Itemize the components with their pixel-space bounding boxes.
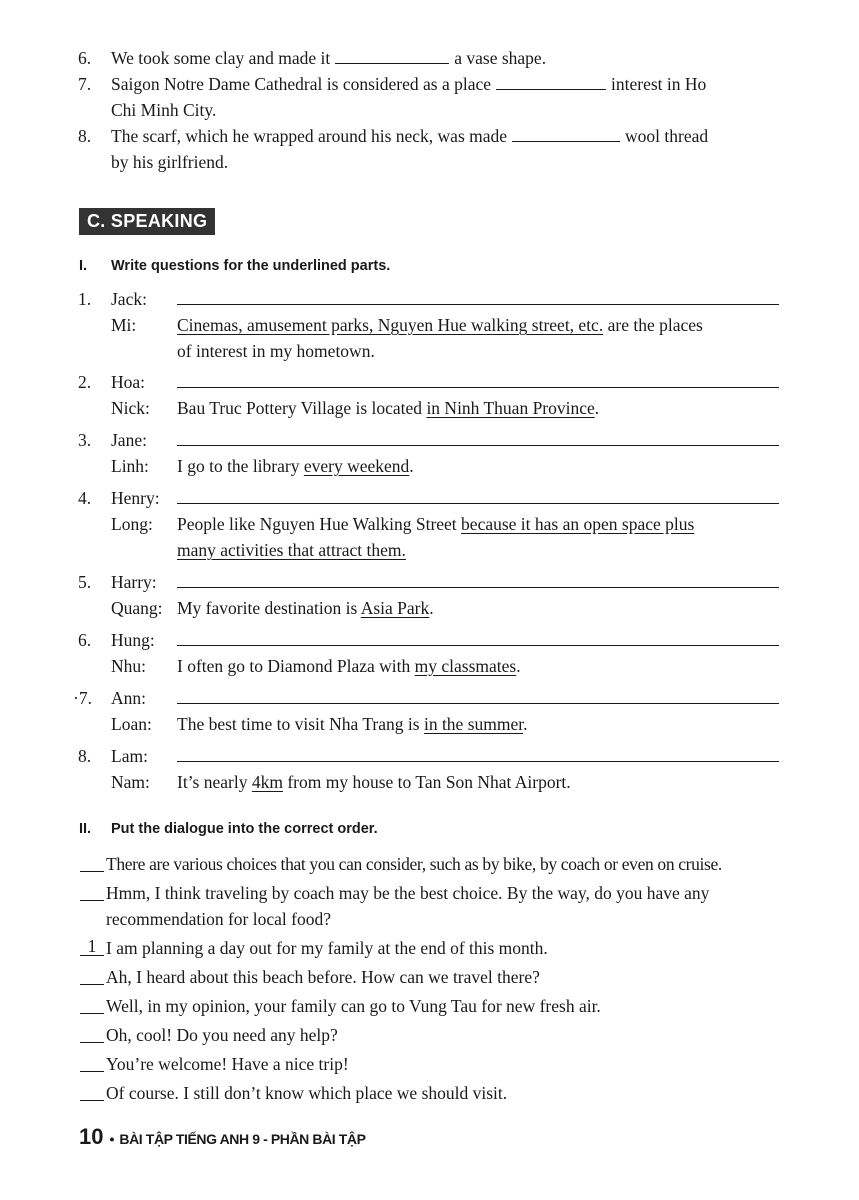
order-slot[interactable] [80, 880, 106, 906]
item-number: 8. [78, 746, 92, 766]
section-heading: C. SPEAKING [79, 208, 215, 235]
item-number: ·7. [73, 688, 92, 708]
page-footer [79, 1124, 366, 1150]
answer-blank[interactable] [496, 75, 606, 90]
speaker-name: Mi: [111, 315, 137, 335]
answer-line[interactable] [177, 369, 779, 388]
item-text: interest in Ho [611, 74, 707, 94]
item-text: by his girlfriend. [111, 152, 229, 172]
answer-blank[interactable] [335, 49, 449, 64]
item-number: 6. [78, 48, 92, 68]
dialogue-line [80, 993, 785, 1019]
item-6 [78, 45, 783, 71]
answer-line[interactable] [177, 286, 779, 305]
speaker-name: Linh: [111, 456, 149, 476]
answer-text: . [409, 456, 414, 476]
dialogue-text: Of course. I still don’t know which place we should visit. [106, 1083, 508, 1103]
item-number: 7. [78, 74, 92, 94]
answer-text: It’s nearly [177, 772, 252, 792]
speaker-name: Nam: [111, 772, 150, 792]
dialogue-text: There are various choices that you can consider, such as by bike, by coach or even on cruise. [106, 854, 722, 874]
footer-bullet: • [109, 1131, 115, 1147]
dialogue-text: Oh, cool! Do you need any help? [106, 1025, 338, 1045]
order-value: 1 [87, 936, 97, 956]
dialogue-text: Ah, I heard about this beach before. How can we travel there? [106, 967, 540, 987]
speaker-name: Hung: [111, 630, 155, 650]
answer-text: . [516, 656, 521, 676]
instruction-text: Write questions for the underlined parts. [111, 258, 391, 274]
speaker-name: Henry: [111, 488, 160, 508]
speaker-name: Ann: [111, 688, 146, 708]
underlined-part: because it has an open space plus [461, 514, 695, 534]
dialogue-text: I am planning a day out for my family at the end of this month. [106, 938, 548, 958]
dialogue-line [80, 851, 785, 877]
answer-text: from my house to Tan Son Nhat Airport. [282, 772, 571, 792]
speaker-name: Jack: [111, 289, 147, 309]
dialogue-line [80, 964, 785, 990]
dialogue-text: Well, in my opinion, your family can go to Vung Tau for new fresh air. [106, 996, 601, 1016]
order-slot[interactable] [80, 964, 106, 990]
question-item [78, 286, 783, 364]
answer-line[interactable] [177, 485, 779, 504]
part-2-instruction [79, 821, 378, 837]
answer-text: . [594, 398, 600, 418]
answer-line[interactable] [177, 427, 779, 446]
order-slot[interactable] [80, 1080, 106, 1106]
underlined-part: every weekend [303, 456, 410, 476]
book-title: BÀI TẬP TIẾNG ANH 9 - PHẦN BÀI TẬP [119, 1131, 366, 1147]
underlined-part: Cinemas, amusement parks, Nguyen Hue walking street, etc. [177, 315, 604, 335]
part-number: II. [79, 821, 92, 837]
item-text: We took some clay and made it [111, 48, 331, 68]
dialogue-text: recommendation for local food? [106, 909, 331, 929]
item-number: 3. [78, 430, 92, 450]
dialogue-text: You’re welcome! Have a nice trip! [106, 1054, 349, 1074]
answer-text: I go to the library [177, 456, 304, 476]
answer-text: I often go to Diamond Plaza with [177, 656, 415, 676]
item-8 [78, 123, 783, 175]
question-list [73, 286, 783, 795]
item-number: 4. [78, 488, 92, 508]
underlined-part: Asia Park [360, 598, 430, 618]
order-slot[interactable] [80, 935, 106, 961]
answer-text: The best time to visit Nha Trang is [177, 714, 424, 734]
speaker-name: Nhu: [111, 656, 146, 676]
answer-line[interactable] [177, 569, 779, 588]
order-slot[interactable] [80, 1022, 106, 1048]
speaker-name: Long: [111, 514, 153, 534]
item-number: 2. [78, 372, 92, 392]
answer-blank[interactable] [512, 127, 620, 142]
question-item [78, 427, 783, 479]
part-1-instruction [79, 258, 390, 274]
question-item [78, 369, 783, 421]
answer-text: . [523, 714, 528, 734]
underlined-part: many activities that attract them. [177, 540, 406, 560]
item-7 [78, 71, 783, 123]
dialogue-line [80, 1080, 785, 1106]
instruction-text: Put the dialogue into the correct order. [111, 821, 378, 837]
fill-in-items [78, 45, 783, 175]
dialogue-line [80, 935, 785, 961]
speaker-name: Jane: [111, 430, 147, 450]
answer-text: People like Nguyen Hue Walking Street [177, 514, 462, 534]
dialogue-line [80, 1022, 785, 1048]
dialogue-line [80, 1051, 785, 1077]
answer-line[interactable] [177, 685, 779, 704]
part-number: I. [79, 258, 88, 274]
order-slot[interactable] [80, 851, 106, 877]
item-number: 5. [78, 572, 92, 592]
answer-text: of interest in my hometown. [177, 341, 375, 361]
item-text: wool thread [625, 126, 709, 146]
dialogue-text: Hmm, I think traveling by coach may be the best choice. By the way, do you have any [106, 883, 710, 903]
answer-line[interactable] [177, 743, 779, 762]
question-item [73, 685, 783, 737]
underlined-part: 4km [251, 772, 283, 792]
page-number: 10 [79, 1124, 104, 1149]
answer-text: Bau Truc Pottery Village is located [177, 398, 427, 418]
answer-text: . [429, 598, 434, 618]
item-number: 6. [78, 630, 92, 650]
question-item [78, 743, 783, 795]
item-number: 8. [78, 126, 92, 146]
answer-text: My favorite destination is [177, 598, 361, 618]
item-text: Chi Minh City. [111, 100, 217, 120]
speaker-name: Loan: [111, 714, 152, 734]
underlined-part: my classmates [414, 656, 517, 676]
order-slot[interactable] [80, 993, 106, 1019]
speaker-name: Hoa: [111, 372, 146, 392]
speaker-name: Quang: [111, 598, 163, 618]
speaker-name: Lam: [111, 746, 148, 766]
dialogue-line [80, 880, 785, 932]
question-item [78, 485, 783, 563]
underlined-part: in the summer [423, 714, 524, 734]
question-item [78, 569, 783, 621]
item-text: a vase shape. [454, 48, 547, 68]
item-text: Saigon Notre Dame Cathedral is considered as a place [111, 74, 492, 94]
speaker-name: Nick: [111, 398, 150, 418]
answer-text: are the places [603, 315, 703, 335]
underlined-part: in Ninh Thuan Province [426, 398, 595, 418]
item-number: 1. [78, 289, 92, 309]
speaker-name: Harry: [111, 572, 157, 592]
question-item [78, 627, 783, 679]
answer-line[interactable] [177, 627, 779, 646]
dialogue-order-list [80, 851, 785, 1106]
order-slot[interactable] [80, 1051, 106, 1077]
item-text: The scarf, which he wrapped around his neck, was made [111, 126, 508, 146]
